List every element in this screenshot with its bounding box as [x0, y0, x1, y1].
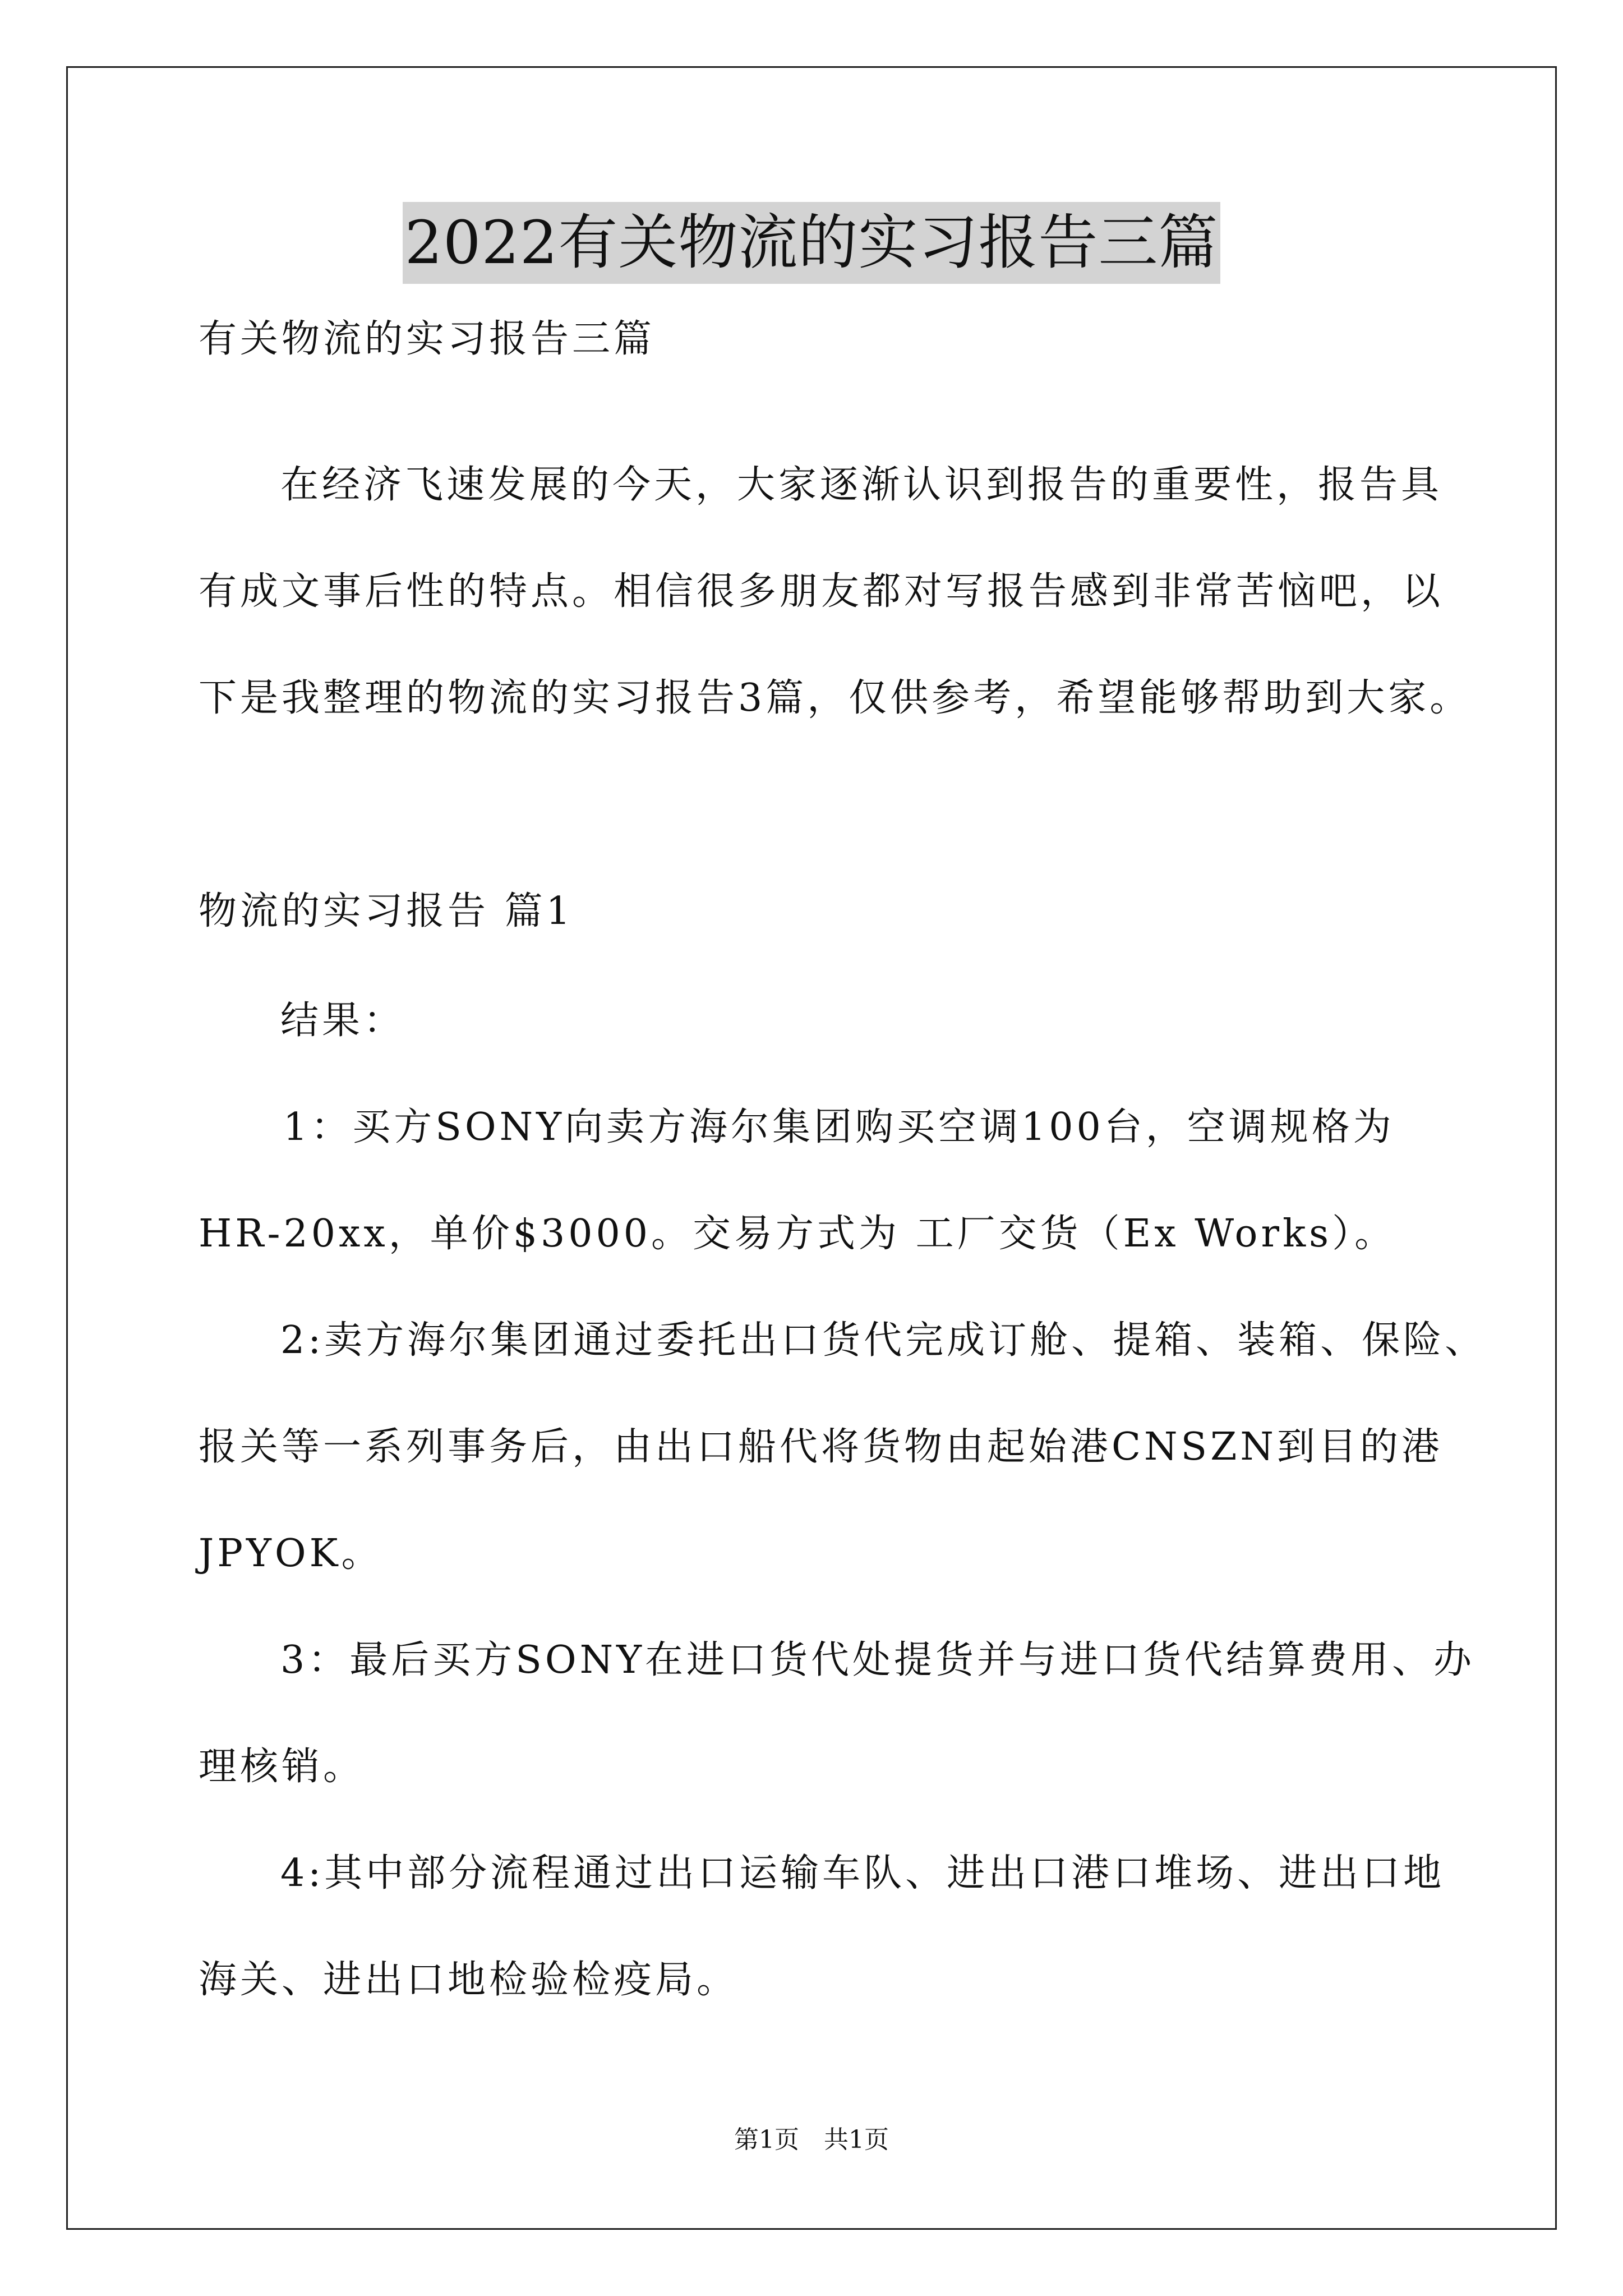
- paragraph-line: 1：买方SONY向卖方海尔集团购买空调100台，空调规格为: [283, 1105, 1395, 1149]
- paragraph-line: 下是我整理的物流的实习报告3篇，仅供参考，希望能够帮助到大家。: [199, 676, 1472, 720]
- page-number-footer: 第1页 共1页: [734, 2125, 889, 2154]
- paragraph-line: 在经济飞速发展的今天，大家逐渐认识到报告的重要性，报告具: [280, 463, 1443, 507]
- paragraph-line: 4:其中部分流程通过出口运输车队、进出口港口堆场、进出口地: [280, 1851, 1445, 1895]
- document-title: 2022有关物流的实习报告三篇: [403, 202, 1221, 284]
- paragraph-line: 理核销。: [199, 1745, 365, 1789]
- title-container: [0, 202, 1623, 284]
- paragraph-line: JPYOK。: [199, 1531, 383, 1576]
- paragraph-line: 有成文事后性的特点。相信很多朋友都对写报告感到非常苦恼吧，以: [199, 569, 1444, 614]
- paragraph-line: 2:卖方海尔集团通过委托出口货代完成订舱、提箱、装箱、保险、: [280, 1318, 1487, 1363]
- paragraph-line: 3：最后买方SONY在进口货代处提货并与进口货代结算费用、办: [280, 1638, 1475, 1682]
- subtitle-line: 有关物流的实习报告三篇: [199, 317, 656, 361]
- paragraph-line: 海关、进出口地检验检疫局。: [199, 1958, 739, 2002]
- paragraph-line: 报关等一系列事务后，由出口船代将货物由起始港CNSZN到目的港: [199, 1425, 1443, 1469]
- paragraph-line: 结果：: [280, 999, 405, 1043]
- paragraph-line: HR-20xx，单价$3000。交易方式为 工厂交货（Ex Works）。: [199, 1212, 1396, 1256]
- section-heading: 物流的实习报告 篇1: [199, 889, 574, 933]
